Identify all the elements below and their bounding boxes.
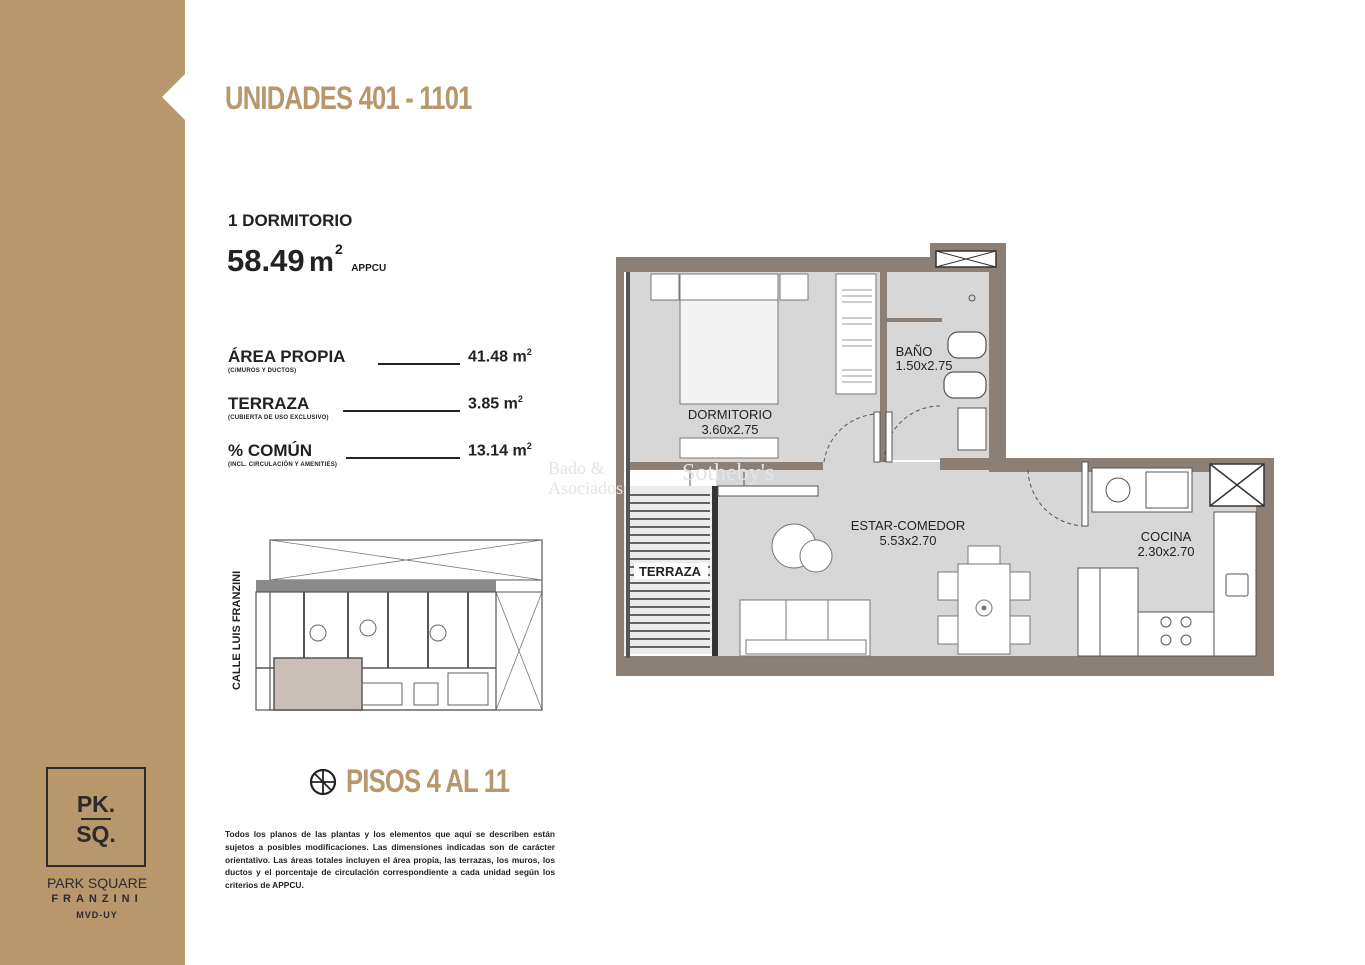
watermark-sothebys: Sotheby's xyxy=(682,460,775,486)
floors-text: PISOS 4 AL 11 xyxy=(346,763,510,799)
area-sub: (CUBIERTA DE USO EXCLUSIVO) xyxy=(228,415,329,421)
brand-logo xyxy=(46,767,146,867)
watermark-bado xyxy=(548,458,623,498)
room-dims: 5.53x2.70 xyxy=(879,533,937,548)
brand-name-2: FRANZINI xyxy=(51,893,143,905)
watermark-line2: Asociados xyxy=(548,478,623,498)
area-row-propia xyxy=(228,347,553,374)
room-name: ESTAR-COMEDOR xyxy=(850,518,966,533)
sidebar-notch xyxy=(162,74,185,120)
total-area xyxy=(227,243,386,279)
total-area-sup: 2 xyxy=(334,241,343,257)
floors-label xyxy=(308,763,550,800)
logo-line-1: PK. xyxy=(76,791,116,817)
unit-type: 1 DORMITORIO xyxy=(228,211,353,230)
room-dims: 2.30x2.70 xyxy=(1137,544,1195,559)
area-label: % COMÚN xyxy=(228,441,313,460)
area-value xyxy=(468,394,523,413)
watermark-line1: Bado & xyxy=(548,458,605,478)
area-row-terraza xyxy=(228,394,553,421)
total-area-value: 58.49 xyxy=(227,243,305,278)
area-value xyxy=(468,347,532,366)
room-name: COCINA xyxy=(1140,529,1192,544)
svg-text:CALLE LUIS FRANZINI: CALLE LUIS FRANZINI xyxy=(231,570,243,690)
logo-line-2: SQ. xyxy=(76,821,116,847)
area-value-sup: 2 xyxy=(526,347,532,357)
logo-rule xyxy=(81,818,111,820)
area-label: TERRAZA xyxy=(228,394,310,413)
area-value-sup: 2 xyxy=(526,441,532,451)
room-dims: 1.50x2.75 xyxy=(895,358,953,373)
area-value-text: 41.48 m xyxy=(468,348,527,366)
room-name: BAÑO xyxy=(895,344,933,359)
total-area-note: APPCU xyxy=(351,263,387,274)
area-value-sup: 2 xyxy=(517,394,523,404)
brand-location: MVD-UY xyxy=(76,910,118,920)
total-area-unit: m xyxy=(309,246,334,277)
room-dims: 3.60x2.75 xyxy=(701,422,759,437)
leader-line xyxy=(346,457,460,459)
disclaimer: Todos los planos de las plantas y los elementos que aquí se describen están sujetos a posibles modificaciones. Las dimensiones indicadas son de carácter orientativo. Las áreas totales incluyen el área propia, las terrazas, los muros, los ductos y el porcentaje de circulación correspondiente a cada unidad según los criterios de APPCU. xyxy=(225,829,555,891)
area-sub: (INCL. CIRCULACIÓN Y AMENITIES) xyxy=(228,462,338,468)
leader-line xyxy=(378,363,460,365)
page-title: UNIDADES 401 - 1101 xyxy=(225,80,472,116)
room-name: TERRAZA xyxy=(638,564,702,579)
room-name: DORMITORIO xyxy=(687,407,773,422)
area-label: ÁREA PROPIA xyxy=(228,347,346,366)
key-plan xyxy=(228,538,548,713)
leader-line xyxy=(343,410,460,412)
area-row-comun xyxy=(228,441,553,468)
brand-name: PARK SQUARE xyxy=(46,875,148,891)
area-value-text: 3.85 m xyxy=(468,395,518,413)
area-value-text: 13.14 m xyxy=(468,442,527,460)
area-value xyxy=(468,441,532,460)
compass-icon xyxy=(308,767,338,797)
street-label xyxy=(231,571,243,690)
area-sub: (C/MUROS Y DUCTOS) xyxy=(228,368,297,374)
